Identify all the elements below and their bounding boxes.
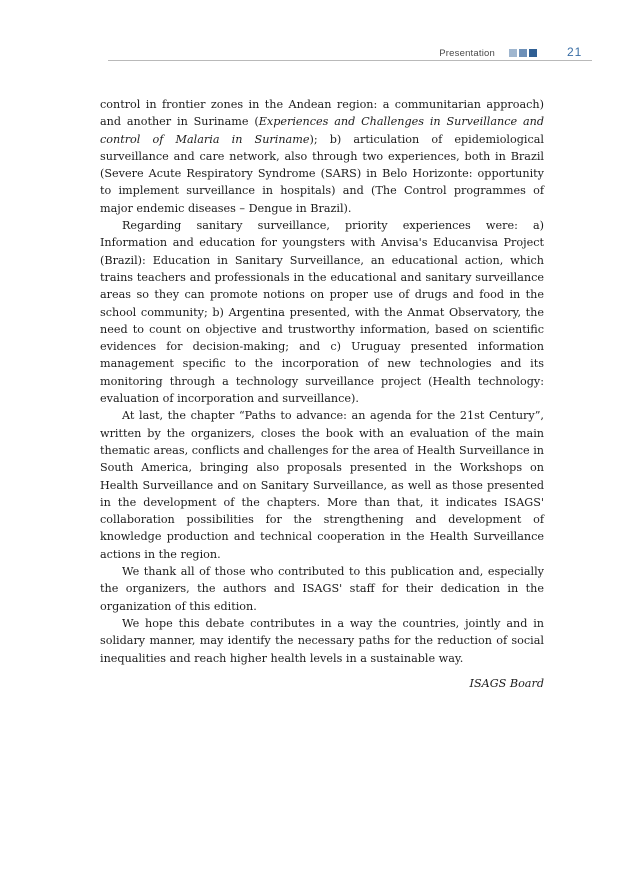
paragraph-3: At last, the chapter “Paths to advance: an agenda for the 21st Century”, written by the organizers, closes the book with an evaluation of the main thematic areas, conflicts and challenges for the area of Health Surveillance in South America, bringing also proposals presented in the Workshops on Health Surveillance and on Sanitary Surveillance, as well as those presented in the development of the chapters. More than that, it indicates ISAGS' collaboration possibilities for the strengthening and development of knowledge production and technical cooperation in the Health Surveillance actions in the region. xyxy=(100,409,544,561)
page-header xyxy=(0,38,638,68)
paragraph-1-italic-title: Experiences and Challenges in Surveillance and control of Malaria in Suriname xyxy=(100,115,544,146)
header-square-dark xyxy=(529,49,537,57)
paragraph-1 xyxy=(100,96,544,217)
paragraph-5: We hope this debate contributes in a way the countries, jointly and in solidary manner, may identify the necessary paths for the reduction of social inequalities and reach higher health levels in a sustainable way. xyxy=(100,616,544,665)
paragraph-1-text-a: control in frontier zones in the Andean region: a communitarian approach) and another in Suriname ( xyxy=(100,98,544,129)
paragraph-2: Regarding sanitary surveillance, priority experiences were: a) Information and education for youngsters with Anvisa's Educanvisa Project (Brazil): Education in Sanitary Surveillance, an educational action, which trains teachers and professionals in the educational and sanitary surveillance areas so they can promote notions on proper use of drugs and food in the school community; b) Argentina presented, with the Anmat Observatory, the need to count on objective and trustworthy information, based on scientific evidences for decision-making; and c) Uruguay presented information management specific to the incorporation of new technologies and its monitoring through a technology surveillance project (Health technology: evaluation of incorporation and surveillance). xyxy=(100,219,544,406)
signature: ISAGS Board xyxy=(469,676,544,690)
paragraph-4: We thank all of those who contributed to this publication and, especially the organizers, the authors and ISAGS' staff for their dedication in the organization of this edition. xyxy=(100,565,544,613)
paragraph-1-text-b: ); b) articulation of epidemiological surveillance and care network, also through two experiences, both in Brazil (Severe Acute Respiratory Syndrome (SARS) in Belo Horizonte: opportunity to implement surveillance in hospitals) and (The Control programmes of major endemic diseases – Dengue in Brazil). xyxy=(100,132,544,215)
header-rule xyxy=(108,60,592,61)
running-header-section: Presentation xyxy=(439,48,495,59)
header-square-light xyxy=(509,49,517,57)
page-number: 21 xyxy=(567,45,583,59)
header-squares-decoration xyxy=(509,49,537,58)
body-text xyxy=(100,96,544,692)
header-square-medium xyxy=(519,49,527,57)
